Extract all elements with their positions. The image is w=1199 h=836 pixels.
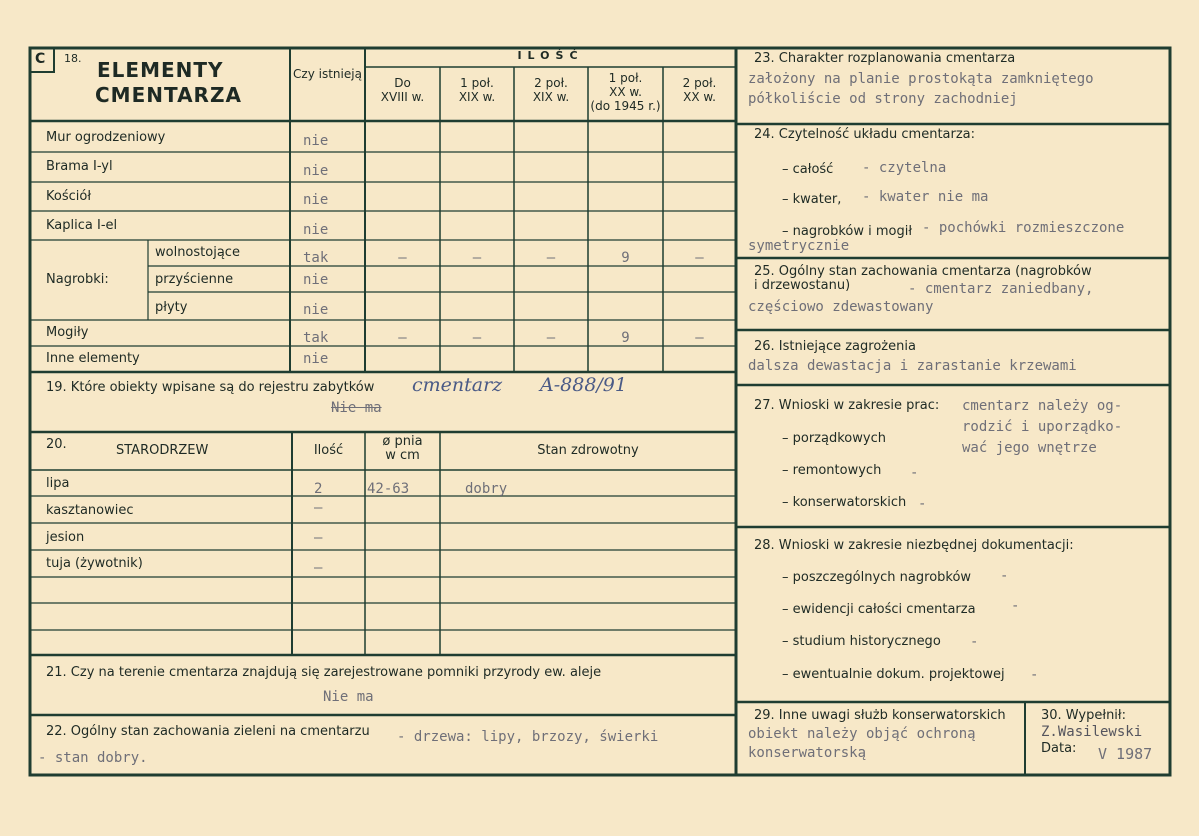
q27-item-1: – porządkowych — [782, 431, 886, 446]
q25-answer-line1: - cmentarz zaniedbany, — [908, 281, 1094, 297]
count-w-4: 9 — [621, 250, 630, 266]
sub-label-plyty: płyty — [155, 300, 188, 315]
q26-label: 26. Istniejące zagrożenia — [754, 339, 916, 354]
q20-col-diameter: ø pnia w cm — [382, 434, 423, 463]
q29-answer-line2: konserwatorską — [748, 745, 867, 761]
row-value-mogily: tak — [303, 330, 329, 346]
row-label-kaplica: Kaplica I-el — [46, 218, 118, 233]
q24-item-1-label: – całość — [782, 162, 834, 177]
row-label-kosciol: Kościół — [46, 189, 92, 204]
q27-answer-line3: wać jego wnętrze — [962, 440, 1097, 456]
tree-name-2: kasztanowiec — [46, 503, 134, 518]
period-header-2: 1 poł. XIX w. — [458, 76, 496, 104]
title-line-2: CMENTARZA — [95, 83, 242, 107]
count-m-3: – — [546, 330, 556, 346]
q28-item-4-value: - — [1030, 667, 1039, 683]
q27-label: 27. Wnioski w zakresie prac: — [754, 398, 940, 413]
q22-answer-line1: - drzewa: lipy, brzozy, świerki — [397, 729, 659, 745]
q28-label: 28. Wnioski w zakresie niezbędnej dokumentacji: — [754, 538, 1074, 553]
q28-item-3-value: - — [970, 634, 979, 650]
q30-filled-by: Z.Wasilewski — [1041, 724, 1143, 740]
q20-number: 20. — [46, 437, 67, 452]
q25-label-line1: 25. Ogólny stan zachowania cmentarza (nagrobków — [754, 264, 1092, 279]
sub-value-wolnostojace: tak — [303, 250, 329, 266]
tree-diameter-1: 42-63 — [367, 481, 410, 497]
row-label-mogily: Mogiły — [46, 325, 89, 340]
tree-name-3: jesion — [46, 530, 85, 545]
q19-handwritten-register: A-888/91 — [540, 374, 627, 396]
count-w-5: – — [695, 250, 704, 266]
q27-item-3: – konserwatorskich — [782, 495, 907, 510]
q30-date-label: Data: — [1041, 741, 1077, 756]
tree-count-1: 2 — [314, 481, 323, 497]
row-label-mur: Mur ogrodzeniowy — [46, 130, 166, 145]
col-header-quantity: ILOŚĆ — [517, 49, 584, 62]
section-number-18: 18. — [64, 52, 82, 65]
row-label-brama: Brama I-yl — [46, 159, 113, 174]
q24-item-3-value-cont: symetrycznie — [748, 238, 850, 254]
period-header-3: 2 poł. XIX w. — [532, 76, 570, 104]
q27-item-3-value: - — [918, 496, 927, 512]
count-m-5: – — [695, 330, 704, 346]
q24-item-3-label: – nagrobków i mogił — [782, 224, 913, 239]
q21-label: 21. Czy na terenie cmentarza znajdują się zarejestrowane pomniki przyrody ew. aleje — [46, 665, 602, 680]
sub-value-plyty: nie — [303, 302, 329, 318]
row-value-mur: nie — [303, 133, 329, 149]
count-m-1: – — [398, 330, 407, 346]
q19-label: 19. Które obiekty wpisane są do rejestru zabytków — [46, 380, 375, 395]
row-value-kaplica: nie — [303, 222, 329, 238]
q28-item-1-value: - — [1000, 568, 1009, 584]
q24-item-3-value: - pochówki rozmieszczone — [922, 220, 1125, 236]
period-header-1: Do XVIII w. — [380, 76, 425, 104]
period-header-5: 2 poł. XX w. — [682, 76, 717, 104]
q20-col-count: Ilość — [313, 443, 344, 458]
q22-label: 22. Ogólny stan zachowania zieleni na cmentarzu — [46, 724, 370, 739]
count-m-2: – — [472, 330, 482, 346]
q25-answer-line2: częściowo zdewastowany — [748, 299, 934, 315]
section-title — [95, 58, 242, 108]
q28-item-2: – ewidencji całości cmentarza — [782, 602, 976, 617]
tree-name-4: tuja (żywotnik) — [46, 556, 143, 571]
title-line-1: ELEMENTY — [97, 58, 224, 82]
q21-answer: Nie ma — [323, 689, 374, 705]
q25-label-line2: i drzewostanu) — [754, 278, 851, 293]
q30-date-value: V 1987 — [1098, 745, 1153, 763]
q23-answer-line2: półkoliście od strony zachodniej — [748, 91, 1018, 107]
sub-label-wolnostojace: wolnostojące — [155, 245, 240, 260]
q29-label: 29. Inne uwagi służb konserwatorskich — [754, 708, 1006, 723]
tree-name-1: lipa — [46, 476, 70, 491]
col-header-exists: Czy istnieją — [293, 67, 362, 81]
tree-count-4: – — [314, 560, 323, 576]
q23-answer-line1: założony na planie prostokąta zamkniętego — [748, 71, 1094, 87]
period-header-4: 1 poł. XX w. (do 1945 r.) — [590, 71, 661, 113]
q24-item-2-label: – kwater, — [782, 192, 842, 207]
row-value-brama: nie — [303, 163, 329, 179]
count-w-1: – — [398, 250, 407, 266]
q28-item-4: – ewentualnie dokum. projektowej — [782, 667, 1005, 682]
row-label-inne: Inne elementy — [46, 351, 140, 366]
tree-count-3: – — [314, 530, 323, 546]
q24-label: 24. Czytelność układu cmentarza: — [754, 127, 976, 142]
q27-answer-line1: cmentarz należy og- — [962, 398, 1123, 414]
q22-answer-line2: - stan dobry. — [38, 750, 148, 766]
sub-label-przyscienne: przyścienne — [155, 272, 234, 287]
q20-col-health: Stan zdrowotny — [537, 443, 639, 458]
q24-item-2-value: - kwater nie ma — [862, 189, 989, 205]
tree-health-1: dobry — [465, 481, 508, 497]
q30-label: 30. Wypełnił: — [1041, 708, 1126, 723]
row-label-nagrobki: Nagrobki: — [46, 272, 109, 287]
q19-handwritten-name: cmentarz — [412, 374, 503, 396]
q20-title: STARODRZEW — [116, 443, 209, 458]
q28-item-1: – poszczególnych nagrobków — [782, 570, 972, 585]
section-letter: C — [35, 51, 46, 67]
count-m-4: 9 — [621, 330, 630, 346]
q28-item-2-value: - — [1011, 598, 1020, 614]
q27-item-2: – remontowych — [782, 463, 882, 478]
q27-answer-line2: rodzić i uporządko- — [962, 419, 1123, 435]
sub-value-przyscienne: nie — [303, 272, 329, 288]
count-w-2: – — [472, 250, 482, 266]
q29-answer-line1: obiekt należy objąć ochroną — [748, 726, 976, 742]
q26-answer: dalsza dewastacja i zarastanie krzewami — [748, 358, 1077, 374]
q28-item-3: – studium historycznego — [782, 634, 941, 649]
count-w-3: – — [546, 250, 556, 266]
q24-item-1-value: - czytelna — [862, 160, 947, 176]
row-value-kosciol: nie — [303, 192, 329, 208]
row-value-inne: nie — [303, 351, 329, 367]
q19-struck-answer: Nie ma — [331, 400, 382, 416]
q27-item-2-value: - — [910, 465, 919, 481]
tree-count-2: – — [314, 500, 323, 516]
q23-label: 23. Charakter rozplanowania cmentarza — [754, 51, 1016, 66]
